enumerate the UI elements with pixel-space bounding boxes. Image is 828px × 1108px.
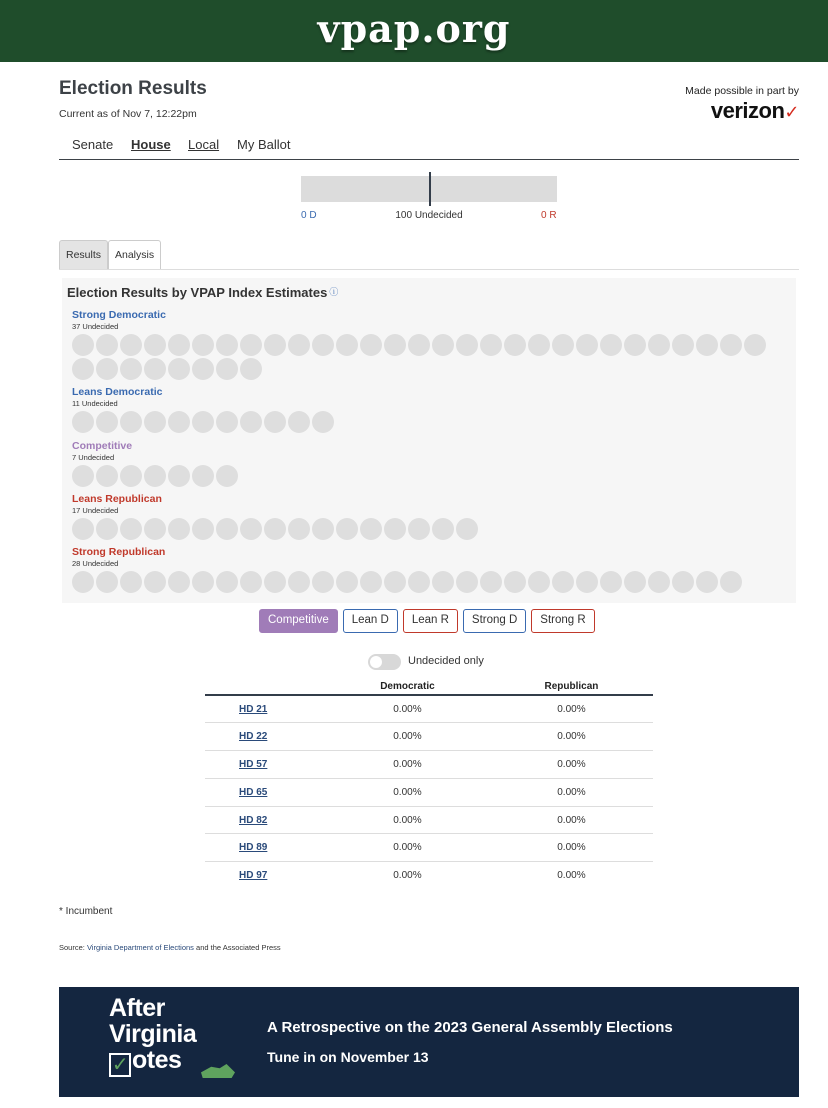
district-link[interactable]: HD 65 (239, 786, 268, 798)
seat-dot[interactable] (192, 465, 214, 487)
sponsor-brand: verizon (710, 98, 785, 123)
seat-dot[interactable] (624, 571, 646, 593)
logo-line: Virginia (109, 1020, 197, 1048)
dem-pct: 0.00% (325, 806, 490, 834)
seat-dot[interactable] (408, 571, 430, 593)
filter-competitive-button[interactable]: Competitive (259, 609, 338, 633)
rep-pct: 0.00% (490, 806, 653, 834)
filter-lean-d-button[interactable]: Lean D (343, 609, 398, 633)
seat-dot[interactable] (144, 518, 166, 540)
seat-dot[interactable] (744, 334, 766, 356)
group-count: 11 Undecided (72, 399, 118, 408)
tab-results[interactable]: Results (59, 240, 108, 269)
seat-dot[interactable] (120, 518, 142, 540)
info-icon[interactable]: ⓘ (329, 287, 339, 297)
check-mark-icon: ✓ (784, 102, 799, 122)
table-row (205, 862, 653, 890)
rep-pct: 0.00% (557, 870, 586, 882)
seat-dot[interactable] (240, 411, 262, 433)
seat-dot[interactable] (144, 358, 166, 380)
group-name: Leans Republican (72, 493, 162, 505)
seat-dot[interactable] (264, 571, 286, 593)
sponsor-text: Made possible in part by (685, 85, 799, 97)
source-prefix: Source: (59, 943, 87, 952)
seat-dot[interactable] (456, 571, 478, 593)
dem-pct: 0.00% (325, 723, 490, 751)
seat-dot[interactable] (432, 334, 454, 356)
seat-dot[interactable] (456, 334, 478, 356)
seat-dot[interactable] (168, 465, 190, 487)
seat-dot[interactable] (432, 571, 454, 593)
table-row (205, 695, 653, 723)
rep-pct: 0.00% (490, 778, 653, 806)
logo-line-votes (109, 1047, 196, 1077)
seat-dot[interactable] (480, 334, 502, 356)
district-link[interactable]: HD 57 (239, 758, 268, 770)
majority-marker (429, 172, 431, 206)
seat-dot[interactable] (264, 411, 286, 433)
seat-dot[interactable] (216, 334, 238, 356)
seat-dot[interactable] (504, 571, 526, 593)
results-table (205, 678, 653, 890)
seat-dot[interactable] (384, 518, 406, 540)
rep-pct: 0.00% (490, 751, 653, 779)
logo-line: After (109, 994, 165, 1022)
seat-dot[interactable] (72, 358, 94, 380)
group-name: Leans Democratic (72, 386, 163, 398)
rep-pct: 0.00% (490, 695, 653, 723)
seat-dot[interactable] (552, 334, 574, 356)
seat-dot[interactable] (360, 334, 382, 356)
group-strong-democratic (72, 309, 772, 380)
seat-dot[interactable] (360, 518, 382, 540)
group-count: 17 Undecided (72, 506, 119, 515)
seat-dot[interactable] (240, 358, 262, 380)
seat-dot[interactable] (576, 334, 598, 356)
seat-dot[interactable] (648, 334, 670, 356)
seat-dot[interactable] (96, 571, 118, 593)
seat-dot[interactable] (528, 571, 550, 593)
seat-dot[interactable] (216, 571, 238, 593)
seat-dot[interactable] (600, 571, 622, 593)
filter-strong-r-button[interactable]: Strong R (531, 609, 594, 633)
sponsor-logo[interactable] (711, 98, 799, 124)
seat-dot[interactable] (96, 465, 118, 487)
site-header (0, 0, 828, 62)
district-link[interactable]: HD 22 (239, 731, 268, 743)
seat-dot[interactable] (384, 571, 406, 593)
toggle-label: Undecided only (408, 655, 484, 667)
seat-dot[interactable] (336, 518, 358, 540)
seat-dot[interactable] (120, 465, 142, 487)
table-header-row (205, 678, 653, 695)
filter-lean-r-button[interactable]: Lean R (403, 609, 458, 633)
promo-banner[interactable] (59, 987, 799, 1097)
seat-dot[interactable] (720, 334, 742, 356)
seat-dot[interactable] (360, 571, 382, 593)
seat-dot[interactable] (504, 334, 526, 356)
seat-dot[interactable] (144, 571, 166, 593)
group-name: Competitive (72, 440, 133, 452)
tab-house[interactable]: House (131, 137, 171, 152)
seat-dot[interactable] (312, 518, 334, 540)
incumbent-footnote: * Incumbent (59, 906, 113, 917)
panel-title-text: Election Results by VPAP Index Estimates (67, 285, 328, 300)
seat-dot[interactable] (192, 358, 214, 380)
table-row (205, 751, 653, 779)
seat-dot[interactable] (576, 571, 598, 593)
source-note (59, 943, 281, 952)
seat-dot[interactable] (672, 571, 694, 593)
seat-dot[interactable] (528, 334, 550, 356)
tab-local[interactable]: Local (188, 137, 220, 152)
dem-header: Democratic (325, 678, 490, 695)
group-name: Strong Republican (72, 546, 166, 558)
seat-dot[interactable] (312, 334, 334, 356)
seat-dot[interactable] (384, 334, 406, 356)
panel-title (67, 285, 338, 300)
group-leans-democratic (72, 386, 772, 433)
seat-dot[interactable] (168, 411, 190, 433)
seat-dot[interactable] (120, 358, 142, 380)
seat-dot[interactable] (192, 334, 214, 356)
group-count: 37 Undecided (72, 322, 119, 331)
seat-dot[interactable] (72, 411, 94, 433)
seat-dot[interactable] (216, 358, 238, 380)
seat-dot[interactable] (552, 571, 574, 593)
seat-dot[interactable] (96, 358, 118, 380)
table-row (205, 806, 653, 834)
rep-pct: 0.00% (490, 723, 653, 751)
rep-header: Republican (490, 678, 653, 695)
category-filters (259, 609, 595, 633)
district-link[interactable]: HD 82 (239, 814, 268, 826)
seat-dot[interactable] (336, 334, 358, 356)
page-title: Election Results (59, 78, 207, 99)
seat-dot[interactable] (408, 334, 430, 356)
site-logo[interactable]: vpap.org (317, 5, 511, 51)
seat-dot[interactable] (624, 334, 646, 356)
seat-dot[interactable] (480, 571, 502, 593)
group-competitive (72, 440, 772, 487)
seat-dot[interactable] (72, 465, 94, 487)
seat-balance-bar (301, 176, 557, 202)
table-row (205, 723, 653, 751)
district-link[interactable]: HD 89 (239, 842, 268, 854)
seat-dots (72, 411, 772, 433)
seat-dot[interactable] (192, 411, 214, 433)
seat-dot[interactable] (168, 518, 190, 540)
last-updated: Current as of Nov 7, 12:22pm (59, 108, 197, 120)
group-strong-republican (72, 546, 772, 593)
seat-dot[interactable] (264, 334, 286, 356)
table-row (205, 778, 653, 806)
banner-subtitle: Tune in on November 13 (267, 1049, 429, 1065)
dem-pct: 0.00% (325, 834, 490, 862)
seat-dot[interactable] (720, 571, 742, 593)
banner-title: A Retrospective on the 2023 General Assembly Elections (267, 1019, 673, 1036)
district-link[interactable]: HD 97 (239, 870, 268, 882)
seat-dot[interactable] (120, 411, 142, 433)
seat-dot[interactable] (168, 571, 190, 593)
group-count: 28 Undecided (72, 559, 119, 568)
seat-dot[interactable] (144, 411, 166, 433)
seat-dot[interactable] (672, 334, 694, 356)
table-row (205, 834, 653, 862)
seat-dot[interactable] (96, 518, 118, 540)
seat-dot[interactable] (312, 571, 334, 593)
dem-pct: 0.00% (393, 870, 422, 882)
seat-dot[interactable] (72, 518, 94, 540)
tab-my-ballot[interactable]: My Ballot (237, 137, 291, 152)
seat-dot[interactable] (192, 571, 214, 593)
seat-dot[interactable] (240, 571, 262, 593)
index-estimates-panel (62, 278, 796, 603)
ballot-check-icon: ✓ (109, 1053, 131, 1077)
group-name: Strong Democratic (72, 309, 166, 321)
seat-dot[interactable] (168, 334, 190, 356)
seat-dot[interactable] (96, 411, 118, 433)
seat-dot[interactable] (288, 411, 310, 433)
seat-dot[interactable] (120, 334, 142, 356)
seat-dot[interactable] (696, 571, 718, 593)
seat-dot[interactable] (288, 334, 310, 356)
group-leans-republican (72, 493, 772, 540)
tab-senate[interactable]: Senate (72, 137, 114, 152)
seat-dot[interactable] (336, 571, 358, 593)
seat-dot[interactable] (120, 571, 142, 593)
seat-dot[interactable] (264, 518, 286, 540)
seat-dot[interactable] (96, 334, 118, 356)
seat-dot[interactable] (240, 518, 262, 540)
seat-dot[interactable] (216, 518, 238, 540)
dem-pct: 0.00% (325, 695, 490, 723)
chamber-nav (59, 132, 799, 160)
tab-analysis[interactable]: Analysis (108, 240, 161, 269)
seat-dot[interactable] (168, 358, 190, 380)
seat-dot[interactable] (600, 334, 622, 356)
seat-dot[interactable] (144, 465, 166, 487)
undecided-only-toggle[interactable] (368, 654, 401, 670)
rep-pct: 0.00% (490, 834, 653, 862)
seat-dot[interactable] (72, 571, 94, 593)
virginia-map-icon (201, 1064, 235, 1078)
source-suffix: and the Associated Press (193, 943, 281, 952)
seat-dot[interactable] (312, 411, 334, 433)
district-header (205, 678, 325, 695)
group-count: 7 Undecided (72, 453, 115, 462)
dem-seats-label: 0 D (301, 210, 317, 221)
seat-dot[interactable] (648, 571, 670, 593)
view-tabs (59, 240, 799, 270)
seat-dot[interactable] (192, 518, 214, 540)
undecided-seats-label: 100 Undecided (395, 210, 463, 221)
rep-seats-label: 0 R (541, 210, 557, 221)
seat-dot[interactable] (456, 518, 478, 540)
logo-line: otes (132, 1046, 182, 1074)
seat-dots (72, 518, 772, 540)
district-link[interactable]: HD 21 (239, 703, 268, 715)
seat-dots (72, 334, 772, 380)
dem-pct: 0.00% (325, 778, 490, 806)
seat-dot[interactable] (408, 518, 430, 540)
dem-pct: 0.00% (325, 751, 490, 779)
seat-dot[interactable] (288, 518, 310, 540)
seat-dot[interactable] (216, 465, 238, 487)
seat-dot[interactable] (216, 411, 238, 433)
seat-dot[interactable] (72, 334, 94, 356)
seat-dots (72, 571, 772, 593)
seat-dot[interactable] (240, 334, 262, 356)
seat-dot[interactable] (696, 334, 718, 356)
seat-dot[interactable] (432, 518, 454, 540)
after-virginia-votes-logo (109, 995, 196, 1077)
seat-dot[interactable] (144, 334, 166, 356)
seat-dots (72, 465, 772, 487)
seat-dot[interactable] (288, 571, 310, 593)
filter-strong-d-button[interactable]: Strong D (463, 609, 526, 633)
source-link[interactable]: Virginia Department of Elections (86, 943, 194, 952)
